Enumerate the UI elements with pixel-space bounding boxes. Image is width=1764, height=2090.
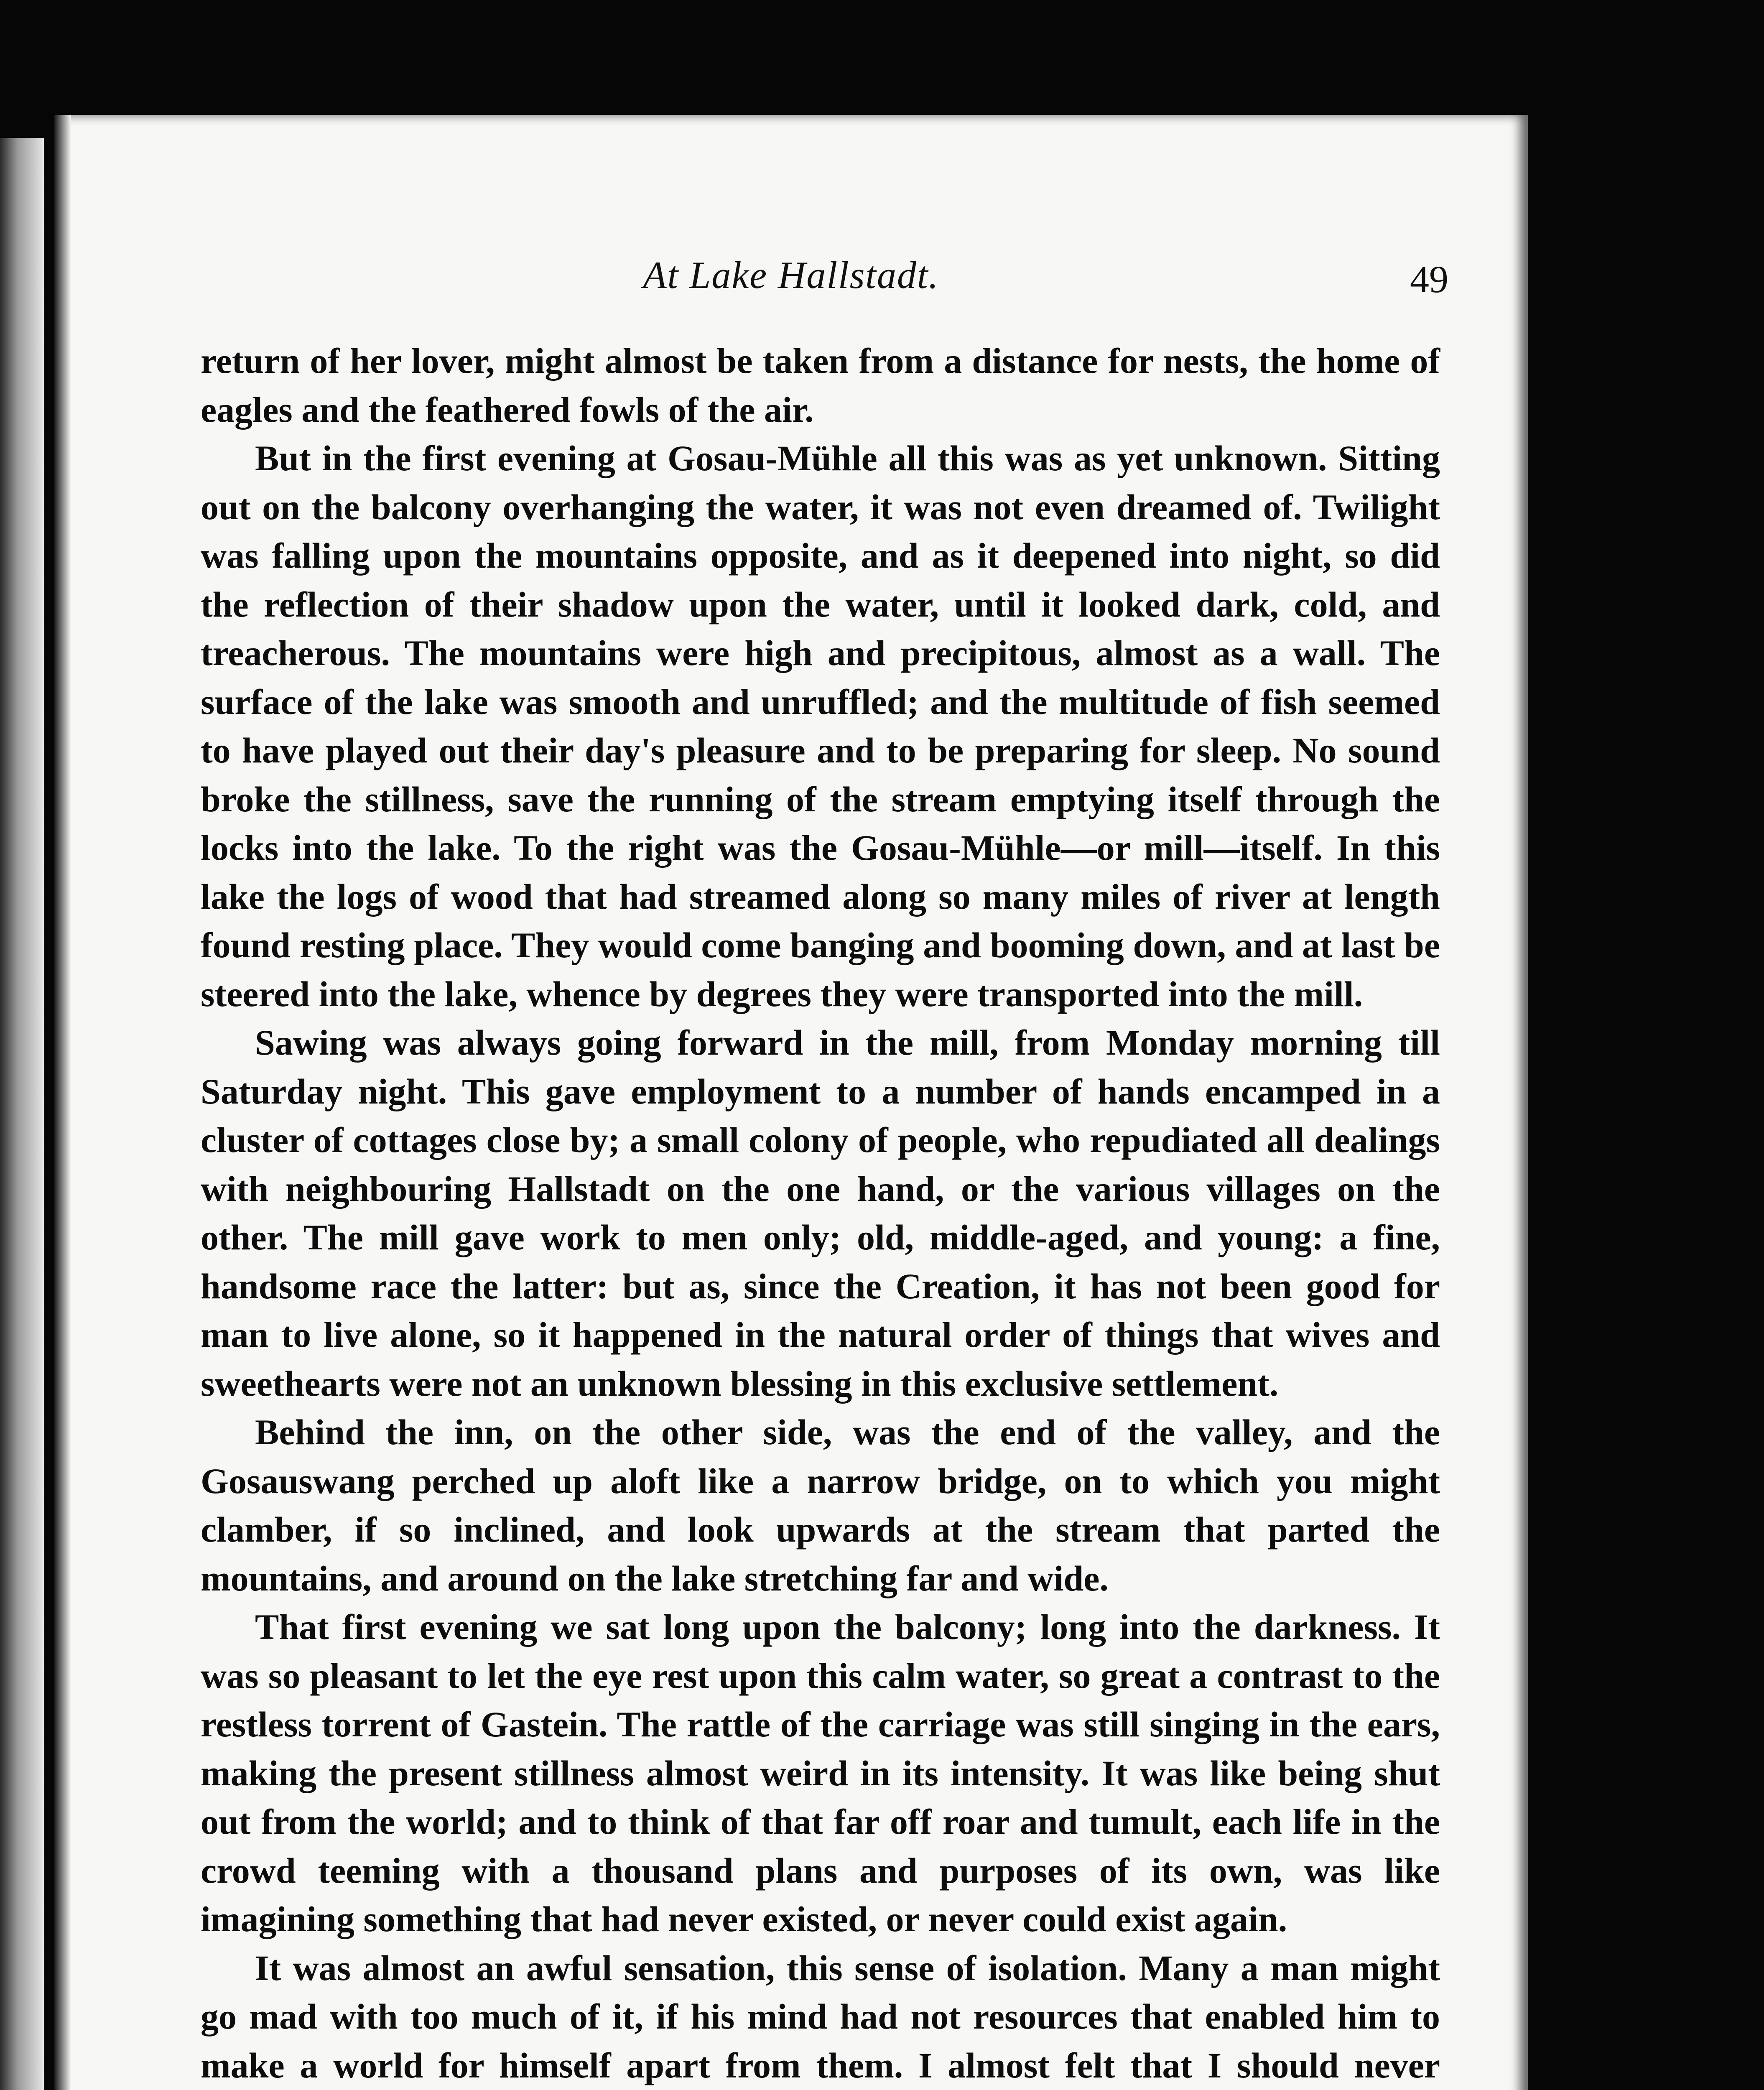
page-number: 49 (1410, 258, 1448, 301)
running-head (54, 253, 1528, 316)
paragraph-2: But in the first evening at Gosau-Mühle all this was as yet unknown. Sitting out on the balcony overhanging the water, it was not even dreamed of. Twilight was falling upon the mountains opposite, and as it deepened into night, so did the reflection of their shadow upon the water, until it looked dark, cold, and treacherous. The mountains were high and precipitous, almost as a wall. The surface of the lake was smooth and unruffled; and the multitude of fish seemed to have played out their day's pleasure and to be preparing for sleep. No sound broke the stillness, save the running of the stream emptying itself through the locks into the lake. To the right was the Gosau-Mühle—or mill—itself. In this lake the logs of wood that had streamed along so many miles of river at length found resting place. They would come banging and booming down, and at last be steered into the lake, whence by degrees they were transported into the mill. (201, 438, 1440, 1014)
page-spine-shadow (54, 115, 71, 2090)
paragraph-5: That first evening we sat long upon the balcony; long into the darkness. It was so pleasant to let the eye rest upon this calm water, so great a contrast to the restless torrent of Gastein. The rattle of the carriage was still singing in the ears, making the present stillness almost weird in its intensity. It was like being shut out from the world; and to think of that far off roar and tumult, each life in the crowd teeming with a thousand plans and purposes of its own, was like imagining something that had never existed, or never could exist again. (201, 1607, 1440, 1939)
paragraph-3: Sawing was always going forward in the mill, from Monday morning till Saturday night. This gave employment to a number of hands encamped in a cluster of cottages close by; a small colony of people, who repudiated all dealings with neighbouring Hallstadt on the one hand, or the various villages on the other. The mill gave work to men only; old, middle-aged, and young: a fine, handsome race the latter: but as, since the Creation, it has not been good for man to live alone, so it happened in the natural order of things that wives and sweethearts were not an unknown blessing in this exclusive settlement. (201, 1022, 1440, 1404)
previous-page-edge (0, 138, 44, 2090)
paragraph-1: return of her lover, might almost be taken from a distance for nests, the home of eagles and the feathered fowls of the air. (201, 341, 1440, 430)
running-title: At Lake Hallstadt. (643, 254, 939, 296)
book-page (54, 115, 1528, 2090)
paragraph-6: It was almost an awful sensation, this sense of isolation. Many a man might go mad with too much of it, if his mind had not resources that enabled him to make a world for himself apart from them. I almost felt that I should never (201, 1947, 1440, 2085)
paragraph-4: Behind the inn, on the other side, was the end of the valley, and the Gosauswang perched up aloft like a narrow bridge, on to which you might clamber, if so inclined, and look upwards at the stream that parted the mountains, and around on the lake stretching far and wide. (201, 1412, 1440, 1598)
body-text (201, 336, 1440, 2090)
